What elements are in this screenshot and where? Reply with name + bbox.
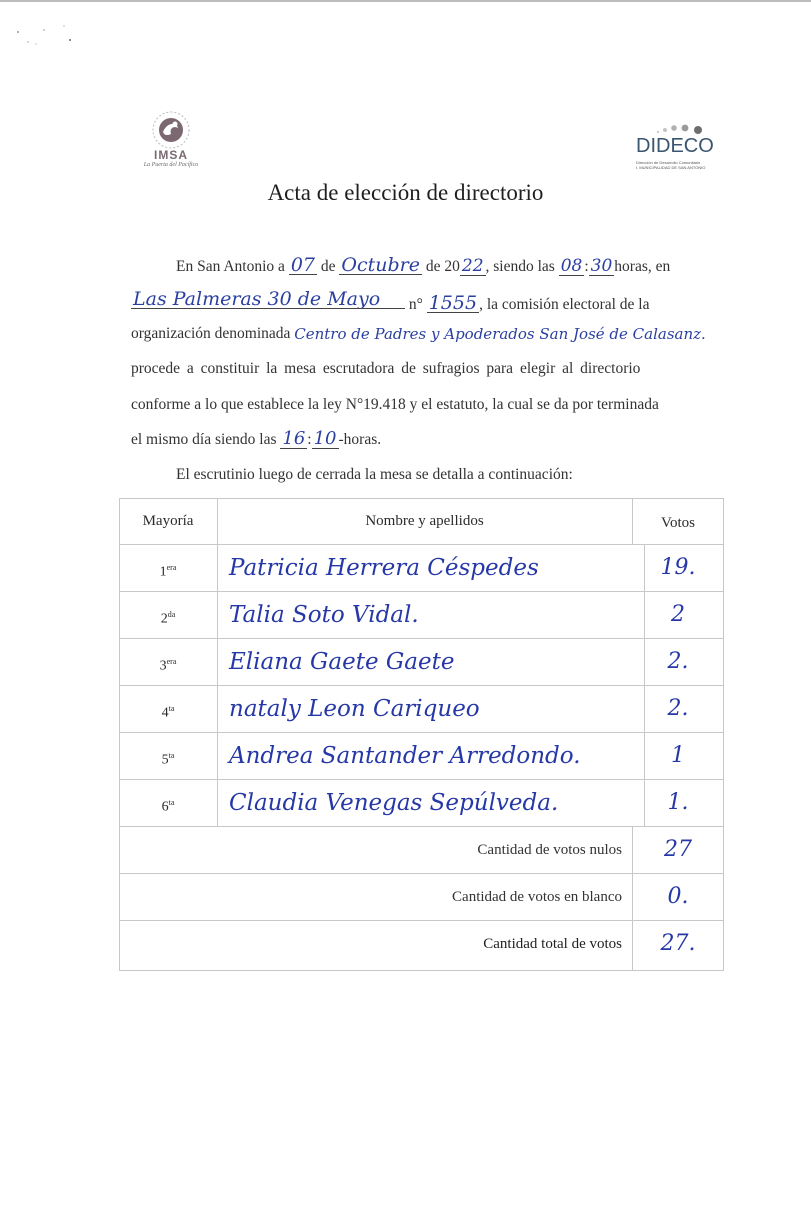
name-cell: Patricia Herrera Céspedes [217,545,645,591]
rank-number: 3 [159,658,167,674]
text: -horas. [338,431,382,448]
text: : [584,258,589,275]
rank-cell [119,592,218,638]
table-row [119,733,724,780]
intro-line-6 [131,430,721,449]
rank-suffix: era [166,657,177,666]
street-number-field: 1555 [428,292,478,314]
text: : [307,431,312,448]
summary-label: Cantidad total de votos [483,936,622,952]
votes-cell: 2. [667,696,689,721]
header-mayoria: Mayoría [119,498,218,544]
votes-cell: 2. [667,649,689,674]
table-row [119,639,724,686]
rank-cell [119,639,218,685]
summary-label: Cantidad de votos nulos [477,842,622,858]
rank-number: 1 [159,564,167,580]
rank-cell [119,686,218,732]
table-row [119,686,724,733]
intro-line-2 [131,290,721,314]
intro-line-3 [131,325,721,343]
street-field: Las Palmeras 30 de Mayo [131,290,405,309]
rank-suffix: ta [168,751,175,760]
rank-number: 5 [161,752,169,768]
votes-cell: 2 [671,602,685,627]
summary-label-cell [119,827,633,873]
rank-suffix: ta [168,798,175,807]
end-hour-field: 16 [282,428,306,449]
end-minute-field: 10 [313,428,337,449]
minute-field: 30 [590,256,613,276]
intro-line-4: procede a constituir la mesa escrutadora de sufragios para elegir al directorio [131,360,641,377]
top-border-line [0,0,811,2]
day-field: 07 [290,254,315,276]
name-cell: Andrea Santander Arredondo. [217,733,645,779]
summary-value: 27 [664,837,692,862]
rank-cell [119,780,218,826]
header-votos: Votos [661,515,695,531]
dideco-dots-icon [654,122,714,136]
text: n° [408,296,423,313]
imsa-emblem-icon [147,108,195,150]
summary-value: 27. [660,931,696,956]
summary-value: 0. [667,884,689,909]
scan-specks [14,24,84,54]
dideco-logo [630,118,720,174]
imsa-logo [132,108,210,178]
imsa-tagline: La Puerta del Pacífico [143,162,199,168]
table-header-row [119,498,724,545]
hour-field: 08 [560,256,583,276]
rank-cell [119,733,218,779]
table-row [119,545,724,592]
rank-cell [119,545,218,591]
imsa-name: IMSA [154,148,188,162]
text: , siendo las [485,258,555,275]
dideco-sub-line2: I. MUNICIPALIDAD DE SAN ANTONIO [636,165,706,170]
name-cell: Claudia Venegas Sepúlveda. [217,780,645,826]
year-field: 22 [461,256,484,276]
table-row [119,592,724,639]
dideco-subtitle [636,160,726,170]
text: organización denominada [131,325,291,342]
votes-cell: 19. [660,555,696,580]
rank-suffix: era [166,563,177,572]
intro-line-5: conforme a lo que establece la ley N°19.418 y el estatuto, la cual se da por terminada [131,396,659,413]
text: horas, en [614,258,671,275]
rank-number: 2 [160,611,168,627]
text: de [320,258,336,275]
name-cell: Talia Soto Vidal. [217,592,645,638]
name-cell: Eliana Gaete Gaete [217,639,645,685]
organization-name-field: Centro de Padres y Apoderados San José de Calasanz. [294,325,706,343]
intro-line-1 [176,256,766,276]
summary-label: Cantidad de votos en blanco [452,889,622,905]
rank-suffix: ta [168,704,175,713]
table-row [119,780,724,827]
text: el mismo día siendo las [131,431,277,448]
summary-label-cell [119,874,633,920]
text: de 20 [425,258,460,275]
summary-row-nulos [119,827,724,874]
text: En San Antonio a [176,258,285,275]
intro-line-7: El escrutinio luego de cerrada la mesa se detalla a continuación: [176,466,573,483]
header-nombre: Nombre y apellidos [217,498,633,544]
month-field: Octubre [341,254,420,276]
dideco-sub-line1: Dirección de Desarrollo Comunitario [636,160,701,165]
page-title: Acta de elección de directorio [267,180,544,205]
summary-row-blanco [119,874,724,921]
rank-number: 6 [161,799,169,815]
summary-label-cell [119,921,633,970]
rank-number: 4 [161,705,169,721]
votes-cell: 1. [667,790,689,815]
text: , la comisión electoral de la [479,296,650,313]
votes-cell: 1 [671,743,685,768]
name-cell: nataly Leon Cariqueo [217,686,645,732]
summary-row-total [119,921,724,971]
rank-suffix: da [167,610,176,619]
dideco-name: DIDECO [636,135,714,157]
